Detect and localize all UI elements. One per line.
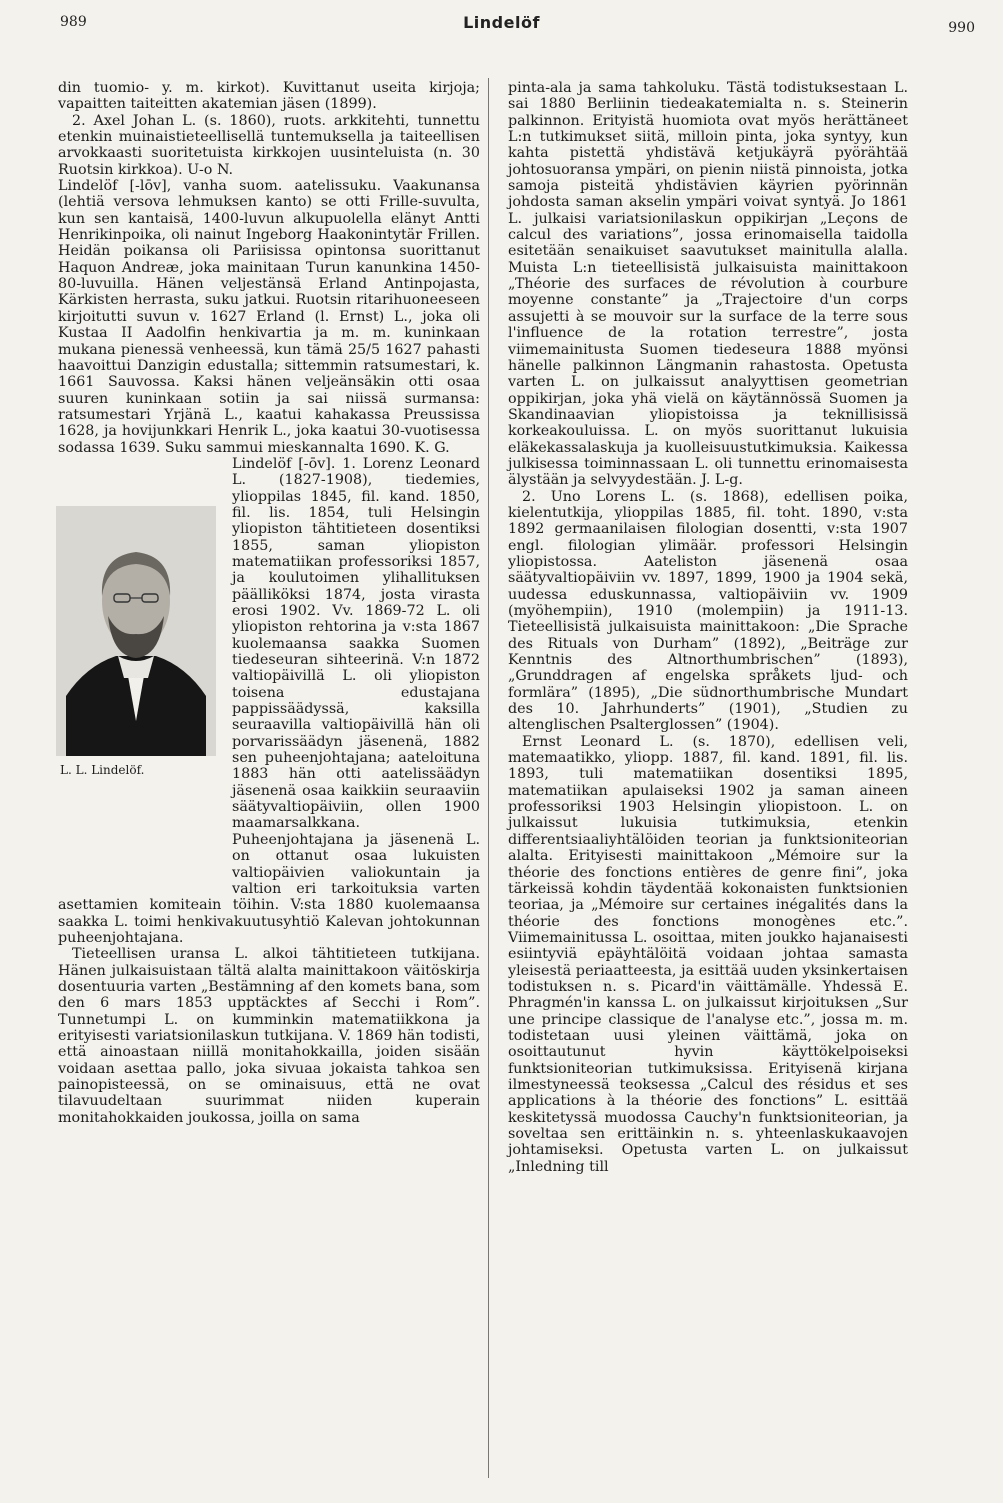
paragraph: Tieteellisen uransa L. alkoi tähtitieteen tutkijana. Hänen julkaisuistaan tältä alalta mainittakoon väitöskirja dosentuuria varten „Bestämning af den komets bana, som den 6 mars 1853 upptäcktes af Secchi i Rom”. Tunnetumpi L. on kumminkin matematiikkona ja erityisesti variatsionilaskun tutkijana. V. 1869 hän todisti, että ainoastaan niillä monitahokkailla, joiden sisään voidaan asettaa pallo, joka sivuaa jokaista tahkoa sen painopisteessä, on se ominaisuus, että ne ovat tilavuudeltaan suurimmat niiden kuperain monitahokkaiden joukossa, joilla on sama [58, 946, 480, 1126]
running-title: Lindelöf [463, 13, 540, 32]
paragraph: Ernst Leonard L. (s. 1870), edellisen veli, matemaatikko, yliopp. 1887, fil. kand. 1891, fil. lis. 1893, tuli matematiikan dosentiksi 1895, matematiikan apulaiseksi 1902 ja saman aineen professoriksi 1903 Helsingin yliopistoon. L. on julkaissut lukuisia tutkimuksia, etenkin differentsiaaliyhtälöiden teorian ja funktsioniteorian alalta. Erityisesti mainittakoon „Mémoire sur la théorie des fonctions entières de genre fini”, joka tärkeissä kohdin täydentää kokonaisten funktsionien teoriaa, ja „Mémoire sur certaines inégalités dans la théorie des fonctions monogènes etc.”. Viimemainitussa L. osoittaa, miten joukko hajanaisesti esiintyviä epäyhtälöitä voidaan johtaa samasta yleisestä periaatteesta, ja esittää uuden yksinkertaisen todistuksen n. s. Picard'in väittämälle. Yhdessä E. Phragmén'in kanssa L. on julkaissut kirjoituksen „Sur une principe classique de l'analyse etc.”, jossa m. m. todistetaan uusi yleinen väittämä, joka on osoittautunut hyvin käyttökelpoiseksi funktsioniteorian tutkimuksissa. Erityisenä kirjana ilmestyneessä teoksessa „Calcul des résidus et ses applications à la théorie des fonctions” L. esittää keskitetyssä muodossa Cauchy'n funktsioniteorian, ja soveltaa sen erittäinkin n. s. yhteenlaskukaavojen johtamiseksi. Opetusta varten L. on julkaissut „Inledning till [508, 733, 908, 1175]
paragraph: 2. Axel Johan L. (s. 1860), ruots. arkkitehti, tunnettu etenkin muinaistieteellisellä tuntemuksella ja taiteellisen arvokkaasti suoritetuista kirkkojen uusinteluista (n. 30 Ruotsin kirkkoa). U-o N. [58, 112, 480, 178]
portrait-caption: L. L. Lindelöf. [60, 762, 145, 777]
page-number-right: 990 [948, 20, 975, 36]
paragraph: Lindelöf [-ōv]. 1. Lorenz Leonard L. (1827-1908), tiedemies, ylioppilas 1845, fil. kand. 1850, fil. lis. 1854, tuli Helsingin yliopiston tähtitieteen dosentiksi 1855, saman yliopiston matematiikan professoriksi 1857, ja koulutoimen ylihallituksen päälliköksi 1874, josta virasta erosi 1902. Vv. 1869-72 L. oli yliopiston rehtorina ja v:sta 1867 kuolemaansa saakka Suomen tiedeseuran sihteerinä. V:n 1872 valtiopäivillä L. oli yliopiston toisena edustajana pappissäädyssä, kaksilla seuraavilla valtiopäivillä hän oli porvarissäädyn jäsenenä, 1882 sen puheenjohtajana; aateloituna 1883 hän otti aatelissäädyn jäsenenä osaa kaikkiin seuraaviin säätyvaltiopäiviin, ollen 1900 maamarsalkkana. Puheenjohtajana ja jäsenenä L. on ottanut osaa lukuisten valtiopäivien valiokuntain ja valtion eri tarkoituksia varten asettamien komiteain töihin. V:sta 1880 kuolemaansa saakka L. toimi henkivakuutusyhtiö Kalevan johtokunnan puheenjohtajana. [58, 455, 480, 946]
column-divider [488, 78, 489, 1478]
page-number-left: 989 [60, 14, 87, 30]
paragraph: din tuomio- y. m. kirkot). Kuvittanut useita kirjoja; vapaitten taiteitten akatemian jäsen (1899). [58, 80, 480, 113]
portrait-figure [56, 506, 224, 886]
paragraph: Lindelöf [-lōv], vanha suom. aatelissuku. Vaakunansa (lehtiä versova lehmuksen kanto) se otti Frille-suvulta, kun sen kantaisä, 1400-luvun alkupuolella elänyt Antti Henrikinpoika, oli nainut Ingeborg Haakonintytär Frillen. Heidän poikansa oli Pariisissa opintonsa suorittanut Haquon Andreæ, joka mainitaan Turun kanunkina 1450-80-luvuilla. Hänen veljestänsä Erland Antinpojasta, Kärkisten herrasta, suku jatkui. Ruotsin ritarihuoneeseen kirjoitutti suvun v. 1627 Erland (l. Ernst) L., joka oli Kustaa II Aadolfin henkivartia ja m. m. kuninkaan mukana pienessä venheessä, kun tämä 25/5 1627 pahasti haavoittui Danzigin edustalla; sittemmin ratsumestari, k. 1661 Sauvossa. Kaksi hänen veljeänsäkin otti osaa suuren kuninkaan sotiin ja sai niissä surmansa: ratsumestari Yrjänä L., kaatui kahakassa Preussissa 1628, ja hovijunkkari Henrik L., joka kaatui 30-vuotisessa sodassa 1639. Suku sammui mieskannalta 1690. K. G. [58, 178, 480, 456]
right-column [508, 80, 908, 1175]
left-column [58, 80, 480, 1126]
paragraph: pinta-ala ja sama tahkoluku. Tästä todistuksestaan L. sai 1880 Berliinin tiedeakatemialta n. s. Steinerin palkinnon. Erityistä huomiota ovat myös herättäneet L:n tutkimukset siitä, milloin pinta, joka syntyy, kun kahta pistettä yhdistävä ketjukäyrä pyörähtää johtosuoransa ympäri, on pienin niistä pinnoista, jotka samoja pisteitä yhdistävien käyrien pyörinnän johdosta saman akselin ympäri voivat syntyä. Jo 1861 L. julkaisi variatsionilaskun oppikirjan „Leçons de calcul des variations”, jossa erinomaisella taidolla esitetään senaikuiset saavutukset mainitulla alalla. Muista L:n tieteellisistä julkaisuista mainittakoon „Théorie des surfaces de révolution à courbure moyenne constante” ja „Trajectoire d'un corps assujetti à se mouvoir sur la surface de la terre sous l'influence de la rotation terrestre”, josta viimemainitusta Suomen tiedeseura 1888 myönsi hänelle palkinnon Längmanin rahastosta. Opetusta varten L. on julkaissut analyyttisen geometrian oppikirjan, joka yhä vielä on käytännössä Suomen ja Skandinaavian yliopistoissa ja teknillisissä korkeakouluissa. L. on myös suorittanut lukuisia eläkekassalaskuja ja kuolleisuustutkimuksia. Kaikessa julkisessa toiminnassaan L. oli tunnettu erinomaisesta älystään ja selvyydestään. J. L-g. [508, 80, 908, 489]
paragraph: 2. Uno Lorens L. (s. 1868), edellisen poika, kielentutkija, ylioppilas 1885, fil. toht. 1890, v:sta 1892 germaanilaisen filologian dosentti, v:sta 1907 engl. filologian ylimäär. professori Helsingin yliopistossa. Aateliston jäsenenä osaa säätyvaltiopäiviin vv. 1897, 1899, 1900 ja 1904 sekä, uudessa eduskunnassa, valtiopäiviin vv. 1909 (myöhempiin), 1910 (molempiin) ja 1911-13. Tieteellisistä julkaisuista mainittakoon: „Die Sprache des Rituals von Durham” (1892), „Beiträge zur Kenntnis des Altnorthumbrischen” (1893), „Grunddragen af engelska språkets ljud- och formlära” (1895), „Die südnorthumbrische Mundart des 10. Jahrhunderts” (1901), „Studien zu altenglischen Psalterglossen” (1904). [508, 488, 908, 734]
portrait-image [56, 506, 216, 756]
